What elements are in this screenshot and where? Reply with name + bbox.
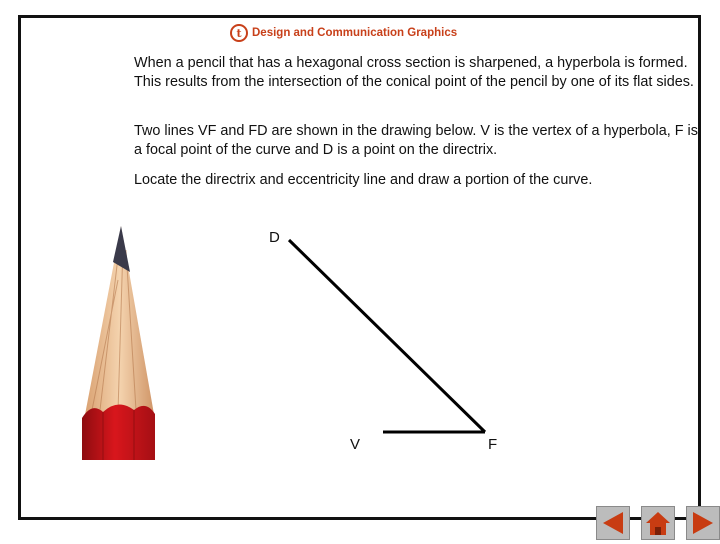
header-title: Design and Communication Graphics: [252, 27, 458, 39]
header: [230, 22, 457, 44]
back-button[interactable]: [596, 506, 630, 540]
point-v-label: V: [350, 436, 361, 453]
paragraph-2: Two lines VF and FD are shown in the drawing below. V is the vertex of a hyperbola, F is a focal point of the curve and D is a point on the directrix.: [134, 123, 698, 158]
left-arrow-icon: [597, 507, 629, 539]
home-icon: [642, 507, 674, 539]
paragraph-1: When a pencil that has a hexagonal cross section is sharpened, a hyperbola is formed. This results from the intersection of the conical point of the pencil by one of its flat sides.: [134, 55, 694, 90]
logo-icon: t: [230, 24, 248, 42]
home-button[interactable]: [641, 506, 675, 540]
point-f-label: F: [488, 436, 498, 453]
point-d-label: D: [269, 229, 280, 246]
right-arrow-icon: [687, 507, 719, 539]
paragraph-3: Locate the directrix and eccentricity line and draw a portion of the curve.: [134, 172, 593, 188]
forward-button[interactable]: [686, 506, 720, 540]
